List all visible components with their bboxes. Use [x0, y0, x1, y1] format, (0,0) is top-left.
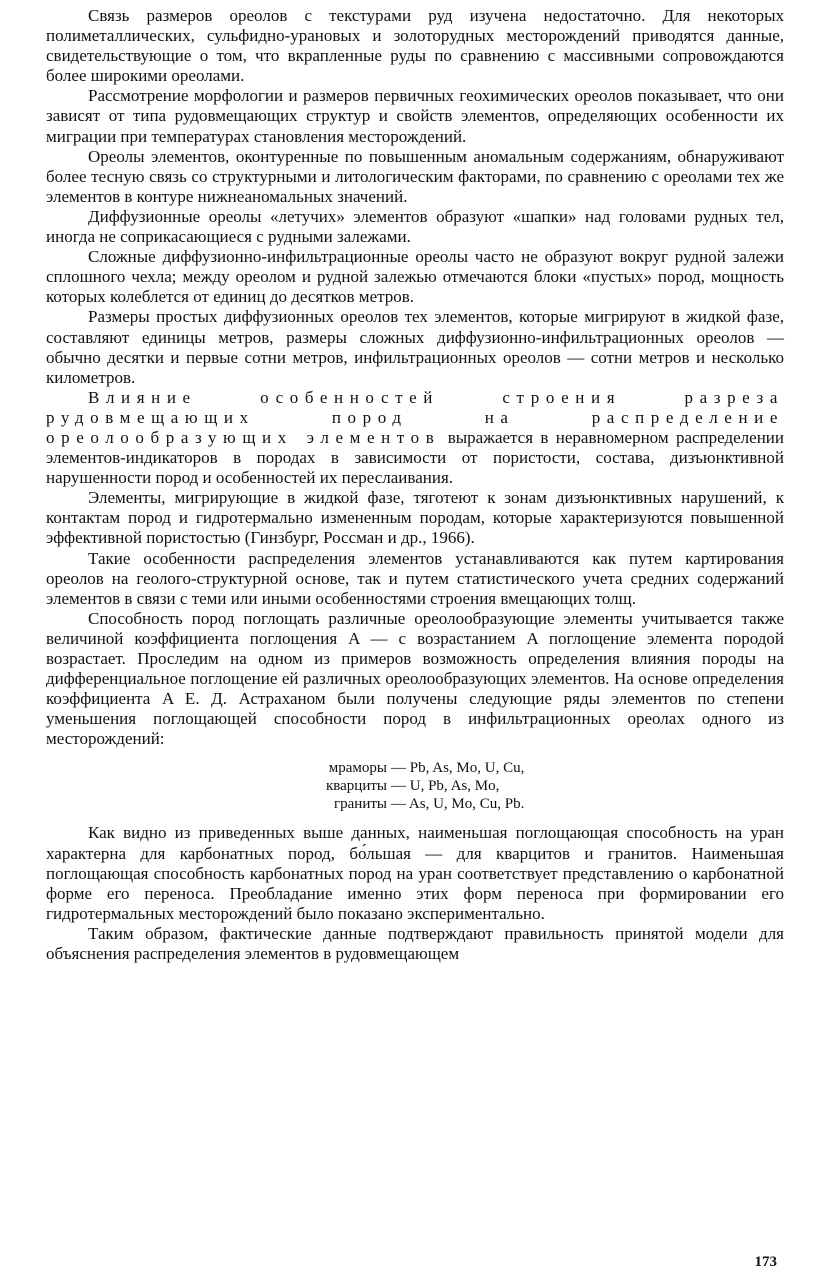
paragraph-influence [46, 388, 784, 488]
paragraph-9: Способность пород поглощать различные ореолообразующие элементы учитывается также величиной коэффициента поглощения A — с возрастанием A поглощение элемента породой возрастает. Проследим на одном из примеров возможность определения влияния породы на дифференциальное поглощение ей различных ореолообразующих элементов. На основе определения коэффициента A Е. Д. Астраханом были получены следующие ряды элементов по степени уменьшения поглощающей способности пород в инфильтрационных ореолах одного из месторождений: [46, 608, 784, 749]
paragraph-2: Рассмотрение морфологии и размеров первичных геохимических ореолов показывает, что они зависят от типа рудовмещающих структур и свойств элементов, определяющих особенности их миграции при температурах становления месторождений. [46, 86, 784, 146]
paragraph-5: Сложные диффузионно-инфильтрационные ореолы часто не образуют вокруг рудной залежи сплошного чехла; между ореолом и рудной залежью отмечаются блоки «пустых» пород, мощность которых колеблется от единиц до десятков метров. [46, 247, 784, 307]
paragraph-10: Как видно из приведенных выше данных, наименьшая поглощающая способность на уран характерна для карбонатных пород, бо́льшая — для кварцитов и гранитов. Наименьшая поглощающая способность карбонатных пород на уран соответствует представлению о карбонатной форме его переноса. Преобладание именно этих форм переноса при формировании его гидротермальных месторождений было показано экспериментально. [46, 823, 784, 923]
paragraph-6: Размеры простых диффузионных ореолов тех элементов, которые мигрируют в жидкой фазе, составляют единицы метров, размеры сложных диффузионно-инфильтрационных ореолов — обычно десятки и первые сотни метров, инфильтрационных ореолов — сотни метров и несколько километров. [46, 307, 784, 387]
paragraph-3: Ореолы элементов, оконтуренные по повышенным аномальным содержаниям, обнаруживают более тесную связь со структурными и литологическим факторами, по сравнению с ореолами тех же элементов в контуре нижнеаномальных значений. [46, 146, 784, 206]
rock-name: граниты [334, 796, 387, 813]
element-list: — U, Pb, As, Mo, [391, 778, 500, 795]
body-text [46, 6, 784, 964]
paragraph-4: Диффузионные ореолы «летучих» элементов образуют «шапки» над головами рудных тел, иногда не соприкасающиеся с рудными залежами. [46, 206, 784, 247]
element-series [46, 759, 784, 813]
paragraph-1: Связь размеров ореолов с текстурами руд изучена недостаточно. Для некоторых полиметаллических, сульфидно-урановых и золоторудных месторождений приводятся данные, свидетельствующие о том, что вкрапленные руды по сравнению с массивными сопровождаются более широкими ореолами. [46, 6, 784, 86]
series-row [46, 759, 784, 777]
paragraph-11: Таким образом, фактические данные подтверждают правильность принятой модели для объяснения распределения элементов в рудовмещающем [46, 923, 784, 964]
series-row [46, 795, 784, 813]
rock-name: мраморы [328, 760, 387, 777]
paragraph-8: Такие особенности распределения элементов устанавливаются как путем картирования ореолов на геолого-структурной основе, так и путем статистического учета средних содержаний элементов в связи с теми или иными особенностями строения вмещающих толщ. [46, 548, 784, 608]
paragraph-7: Элементы, мигрирующие в жидкой фазе, тяготеют к зонам дизъюнктивных нарушений, к контактам пород и гидротермально измененным породам, которые характеризуются повышенной эффективной пористостью (Гинзбург, Россман и др., 1966). [46, 488, 784, 548]
series-row [46, 777, 784, 795]
influence-rest: выражается в неравномерном распределении элементов-индикаторов в породах в зависимости от пористости, состава, дизъюнктивной нарушенности пород и особенностей их переслаивания. [46, 427, 784, 488]
element-list: — As, U, Mo, Cu, Pb. [391, 796, 525, 813]
page-number: 173 [754, 1254, 777, 1270]
rock-name: кварциты [325, 778, 387, 795]
element-list: — Pb, As, Mo, U, Cu, [391, 760, 525, 777]
spaced-emphasis: Влияние особенностей строения разреза рудовмещающих пород на распределение ореолообразующих элементов [46, 387, 784, 447]
